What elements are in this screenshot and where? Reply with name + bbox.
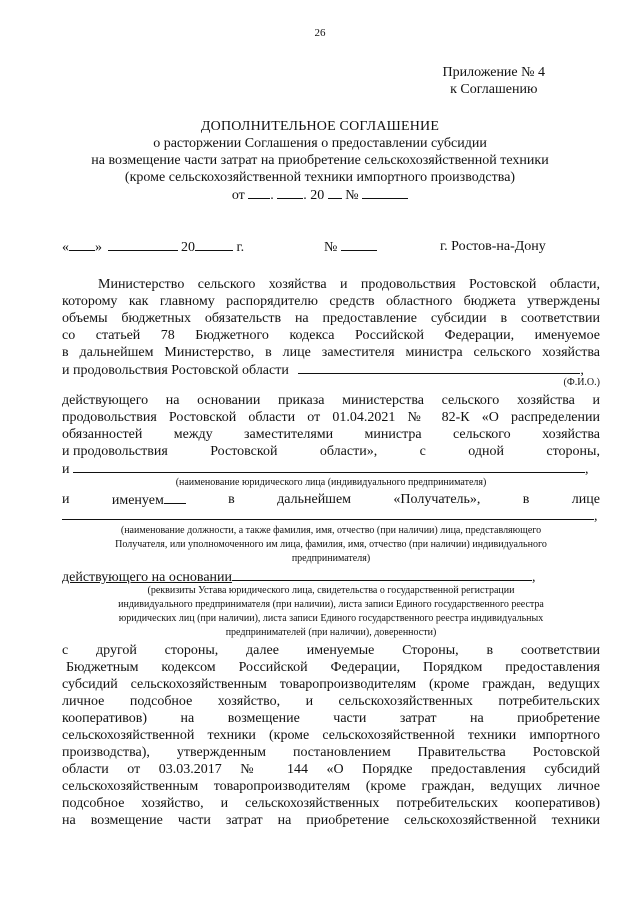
blank-day [248,186,270,199]
rep-hint2: Получателя, или уполномоченного им лица, фамилия, имя, отчество (при наличии) индивидуального [115,539,547,550]
blank-year [328,186,342,199]
p3-line6: сельскохозяйственной техники (кроме сельскохозяйственной техники импортного [62,728,600,743]
page-number: 26 [314,27,326,39]
blank-representative [62,507,594,520]
p3-line3: субсидий сельскохозяйственным товаропроизводителям (кроме граждан, ведущих [62,677,600,692]
p3-line10: подсобное хозяйство, и сельскохозяйственных потребительских кооперативов) [62,796,600,811]
p1-line4: со статьей 78 Бюджетного кодекса Российской Федерации, именуемое [62,328,600,343]
p3-line7: производства), утвержденным постановлением Правительства Ростовской [62,745,600,760]
header-row: « » 20 г. № г. Ростов-на-Дону [62,239,546,255]
blank-legal-entity [73,460,585,473]
appendix-line2: к Соглашению [450,82,538,97]
appendix-line1: Приложение № 4 [442,65,545,80]
p1-line6: и продовольствия Ростовской области , [62,363,584,378]
basis-hint3: юридических лиц (при наличии), листа записи Единого государственного реестра индивидуальных [118,613,544,624]
blank-fio [298,361,580,374]
p3-line4: личное подсобное хозяйство, и сельскохозяйственных потребительских [62,694,600,709]
p3-line1: с другой стороны, далее именуемые Стороны, в соответствии [62,643,600,658]
p1-line5: в дальнейшем Министерство, в лице заместителя министра сельского хозяйства [62,345,600,360]
document-title [40,118,600,204]
rep-line: , [62,507,600,525]
city: г. Ростов-на-Дону [440,239,546,254]
basis-hint1: (реквизиты Устава юридического лица, свидетельства о государственной регистрации [147,585,515,596]
title-sub2: на возмещение части затрат на приобретение сельскохозяйственной техники [91,153,549,168]
appendix-label [443,64,546,98]
p3-line11: на возмещение части затрат на приобретение сельскохозяйственной техники [62,813,600,828]
p2-line4: и продовольствия Ростовской области», с одной стороны, [62,444,600,459]
blank-number2 [341,238,377,251]
title-sub1: о расторжении Соглашения о предоставлении субсидии [153,136,487,151]
blank-day2 [69,238,95,251]
p1-line1: Министерство сельского хозяйства и продовольствия Ростовской области, [98,277,600,292]
p1-line3: объемы бюджетных обязательств на предоставление субсидии в соответствии [62,311,600,326]
p3-line8: области от 03.03.2017 № 144 «О Порядке предоставления субсидий [62,762,600,777]
basis-hint2: индивидуального предпринимателя (при наличии), листа записи Единого государственного реестра [118,599,544,610]
named-line: и именуем в дальнейшем «Получатель», в лице [62,492,600,508]
basis-hint4: предпринимателей (при наличии), доверенности) [225,627,437,638]
p2-line1: действующего на основании приказа министерства сельского хозяйства и [62,393,600,408]
p3-line5: кооперативов) на возмещение части затрат на приобретение [62,711,600,726]
blank-year2 [195,238,233,251]
blank-month [277,186,303,199]
title-date: от . . 20 № [40,186,600,204]
p3-line9: сельскохозяйственным товаропроизводителям (кроме граждан, ведущих личное [62,779,600,794]
legal-hint: (наименование юридического лица (индивидуального предпринимателя) [175,477,487,488]
fio-hint: (Ф.И.О.) [563,377,600,388]
rep-hint1: (наименование должности, а также фамилия, имя, отчество (при наличии) лица, представляющего [120,525,542,536]
p3-line2: Бюджетным кодексом Российской Федерации, Порядком предоставления [66,660,600,675]
basis-line: действующего на основании , [62,570,536,585]
p1-line2: которому как главному распорядителю средств областного бюджета утверждены [62,294,600,309]
blank-named-suffix [164,491,186,504]
p2-line2: продовольствия Ростовской области от 01.04.2021 № 82-К «О распределении [62,410,600,425]
blank-month2 [108,238,178,251]
blank-basis [232,568,532,581]
blank-number [362,186,408,199]
p2-line5: и , [62,462,589,477]
p2-line3: обязанностей между заместителями министра сельского хозяйства [62,427,600,442]
rep-hint3: предпринимателя) [291,553,371,564]
title-heading: ДОПОЛНИТЕЛЬНОЕ СОГЛАШЕНИЕ [200,119,440,134]
title-sub3: (кроме сельскохозяйственной техники импортного производства) [124,170,516,185]
